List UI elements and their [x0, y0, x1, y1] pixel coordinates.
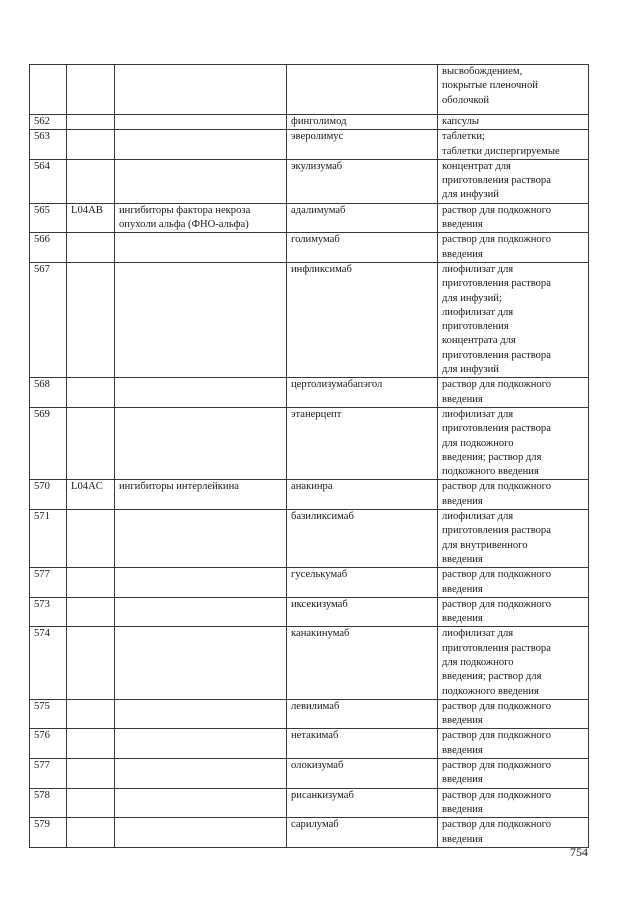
drug-group-cell [115, 627, 287, 699]
drug-group-cell [115, 407, 287, 479]
dosage-form-cell: раствор для подкожного введения [438, 597, 589, 627]
drug-group-cell [115, 115, 287, 130]
dosage-form-cell: высвобождением, покрытые пленочной оболочкой [438, 65, 589, 115]
row-number-cell: 562 [30, 115, 67, 130]
atc-code-cell [67, 510, 115, 568]
atc-code-cell [67, 818, 115, 848]
dosage-form-cell: лиофилизат для приготовления раствора для внутривенного введения [438, 510, 589, 568]
atc-code-cell [67, 378, 115, 408]
dosage-form-cell: концентрат для приготовления раствора для инфузий [438, 159, 589, 203]
dosage-form-cell: раствор для подкожного введения [438, 568, 589, 598]
drug-group-cell [115, 699, 287, 729]
drug-name-cell: олокизумаб [287, 759, 438, 789]
row-number-cell: 574 [30, 627, 67, 699]
dosage-form-cell: раствор для подкожного введения [438, 818, 589, 848]
drug-group-cell [115, 65, 287, 115]
atc-code-cell [67, 262, 115, 377]
drug-name-cell: нетакимаб [287, 729, 438, 759]
atc-code-cell [67, 729, 115, 759]
drug-name-cell: экулизумаб [287, 159, 438, 203]
atc-code-cell [67, 627, 115, 699]
atc-code-cell [67, 568, 115, 598]
drug-group-cell [115, 130, 287, 160]
row-number-cell: 565 [30, 203, 67, 233]
dosage-form-cell: раствор для подкожного введения [438, 788, 589, 818]
drug-group-cell [115, 159, 287, 203]
drug-group-cell [115, 568, 287, 598]
atc-code-cell [67, 407, 115, 479]
drug-name-cell [287, 65, 438, 115]
drug-name-cell: гуселькумаб [287, 568, 438, 598]
table-row [30, 480, 589, 510]
dosage-form-cell: раствор для подкожного введения [438, 480, 589, 510]
row-number-cell: 569 [30, 407, 67, 479]
row-number-cell [30, 65, 67, 115]
dosage-form-cell: лиофилизат для приготовления раствора для инфузий; лиофилизат для приготовления концентрата для приготовления раствора для инфузий [438, 262, 589, 377]
drug-table-body [30, 65, 589, 848]
atc-code-cell [67, 597, 115, 627]
table-row [30, 759, 589, 789]
row-number-cell: 579 [30, 818, 67, 848]
atc-code-cell [67, 233, 115, 263]
dosage-form-cell: капсулы [438, 115, 589, 130]
drug-name-cell: цертолизумабапэгол [287, 378, 438, 408]
drug-name-cell: этанерцепт [287, 407, 438, 479]
table-row [30, 788, 589, 818]
table-row [30, 818, 589, 848]
row-number-cell: 563 [30, 130, 67, 160]
row-number-cell: 578 [30, 788, 67, 818]
table-row [30, 130, 589, 160]
drug-name-cell: канакинумаб [287, 627, 438, 699]
table-row [30, 233, 589, 263]
drug-group-cell [115, 788, 287, 818]
dosage-form-cell: раствор для подкожного введения [438, 759, 589, 789]
atc-code-cell [67, 115, 115, 130]
drug-name-cell: голимумаб [287, 233, 438, 263]
drug-name-cell: инфликсимаб [287, 262, 438, 377]
dosage-form-cell: лиофилизат для приготовления раствора для подкожного введения; раствор для подкожного введения [438, 407, 589, 479]
row-number-cell: 575 [30, 699, 67, 729]
drug-group-cell [115, 729, 287, 759]
drug-name-cell: базиликсимаб [287, 510, 438, 568]
drug-name-cell: левилимаб [287, 699, 438, 729]
table-row [30, 115, 589, 130]
table-row [30, 378, 589, 408]
table-row [30, 407, 589, 479]
row-number-cell: 567 [30, 262, 67, 377]
row-number-cell: 568 [30, 378, 67, 408]
atc-code-cell [67, 130, 115, 160]
drug-group-cell [115, 818, 287, 848]
drug-name-cell: финголимод [287, 115, 438, 130]
atc-code-cell [67, 65, 115, 115]
dosage-form-cell: раствор для подкожного введения [438, 203, 589, 233]
dosage-form-cell: раствор для подкожного введения [438, 378, 589, 408]
page-number: 754 [570, 845, 588, 859]
row-number-cell: 577 [30, 759, 67, 789]
table-row [30, 159, 589, 203]
drug-name-cell: анакинра [287, 480, 438, 510]
atc-code-cell [67, 699, 115, 729]
atc-code-cell [67, 159, 115, 203]
drug-name-cell: эверолимус [287, 130, 438, 160]
drug-group-cell [115, 597, 287, 627]
table-row [30, 65, 589, 115]
dosage-form-cell: таблетки; таблетки диспергируемые [438, 130, 589, 160]
table-row [30, 203, 589, 233]
table-row [30, 729, 589, 759]
dosage-form-cell: раствор для подкожного введения [438, 233, 589, 263]
drug-group-cell [115, 233, 287, 263]
table-row [30, 568, 589, 598]
drug-group-cell [115, 510, 287, 568]
dosage-form-cell: лиофилизат для приготовления раствора для подкожного введения; раствор для подкожного введения [438, 627, 589, 699]
atc-code-cell [67, 788, 115, 818]
table-row [30, 597, 589, 627]
atc-code-cell [67, 759, 115, 789]
row-number-cell: 570 [30, 480, 67, 510]
table-row [30, 510, 589, 568]
drug-group-cell [115, 378, 287, 408]
drug-name-cell: сарилумаб [287, 818, 438, 848]
row-number-cell: 571 [30, 510, 67, 568]
table-row [30, 627, 589, 699]
row-number-cell: 573 [30, 597, 67, 627]
atc-code-cell: L04AB [67, 203, 115, 233]
atc-code-cell: L04AC [67, 480, 115, 510]
dosage-form-cell: раствор для подкожного введения [438, 729, 589, 759]
drug-group-cell [115, 262, 287, 377]
dosage-form-cell: раствор для подкожного введения [438, 699, 589, 729]
row-number-cell: 577 [30, 568, 67, 598]
table-row [30, 699, 589, 729]
drug-name-cell: рисанкизумаб [287, 788, 438, 818]
table-row [30, 262, 589, 377]
row-number-cell: 566 [30, 233, 67, 263]
row-number-cell: 576 [30, 729, 67, 759]
drug-table [29, 64, 589, 848]
drug-group-cell: ингибиторы фактора некроза опухоли альфа (ФНО-альфа) [115, 203, 287, 233]
drug-name-cell: иксекизумаб [287, 597, 438, 627]
drug-group-cell: ингибиторы интерлейкина [115, 480, 287, 510]
drug-name-cell: адалимумаб [287, 203, 438, 233]
drug-group-cell [115, 759, 287, 789]
row-number-cell: 564 [30, 159, 67, 203]
